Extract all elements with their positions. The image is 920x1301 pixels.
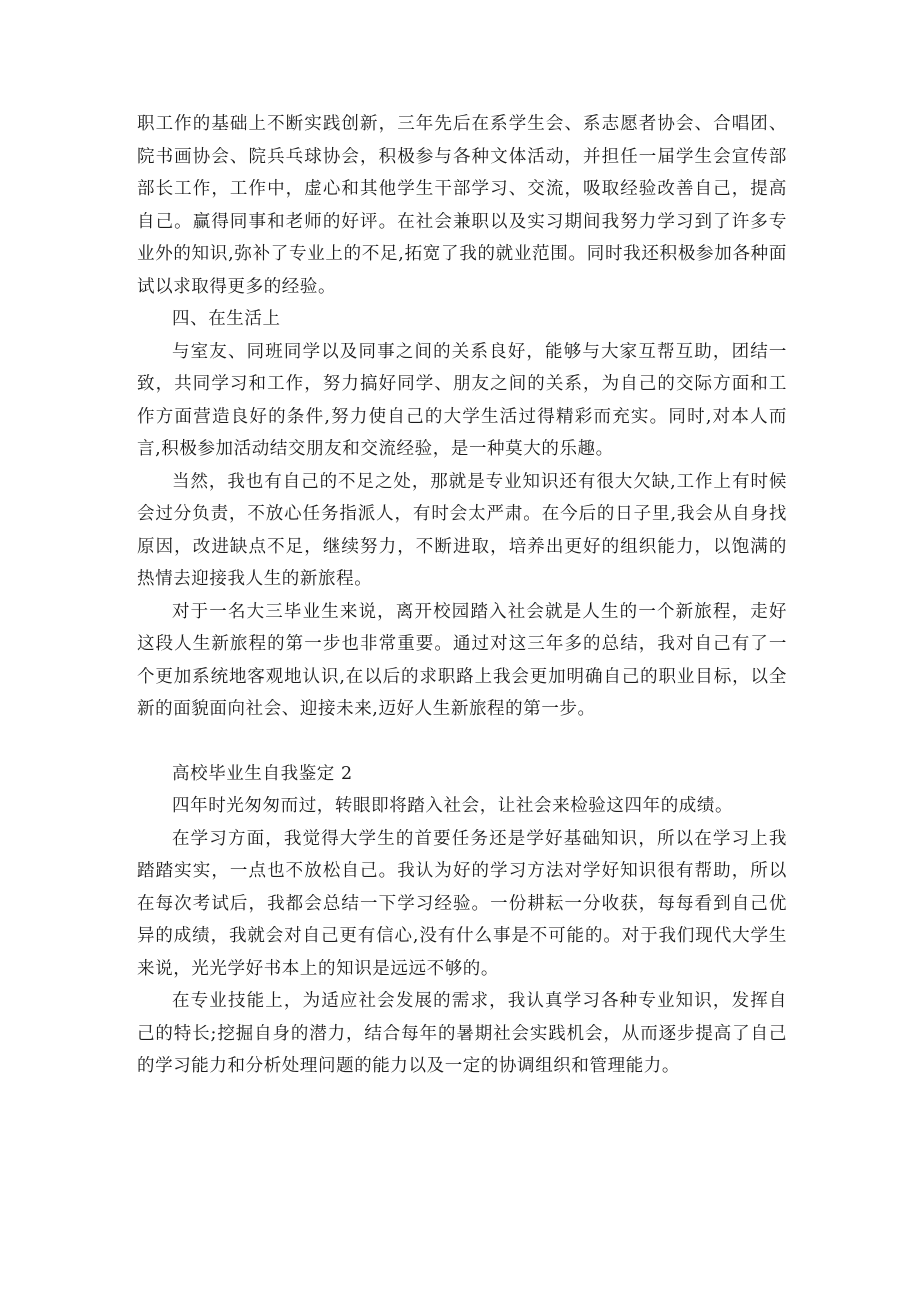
section-heading-life: 四、在生活上 (172, 309, 281, 329)
paragraph-shortcomings: 当然，我也有自己的不足之处，那就是专业知识还有很大欠缺,工作上有时候会过分负责，不放心任务指派人，有时会太严肃。在今后的日子里,我会从自身找原因，改进缺点不足，继续努力，不断进取，培养出更好的组织能力，以饱满的热情去迎接我人生的新旅程。 (137, 471, 787, 589)
section-title-2: 高校毕业生自我鉴定 2 (172, 763, 353, 784)
paragraph-2-intro: 四年时光匆匆而过，转眼即将踏入社会，让社会来检验这四年的成绩。 (172, 796, 734, 816)
paragraph-work-continued: 职工作的基础上不断实践创新，三年先后在系学生会、系志愿者协会、合唱团、院书画协会、院兵乓球协会，积极参与各种文体活动，并担任一届学生会宣传部部长工作，工作中，虚心和其他学生干部学习、交流，吸取经验改善自己，提高自己。赢得同事和老师的好评。在社会兼职以及实习期间我努力学习到了许多专业外的知识,弥补了专业上的不足,拓宽了我的就业范围。同时我还积极参加各种面试以求取得更多的经验。 (137, 114, 787, 297)
paragraph-conclusion: 对于一名大三毕业生来说，离开校园踏入社会就是人生的一个新旅程，走好这段人生新旅程的第一步也非常重要。通过对这三年多的总结，我对自己有了一个更加系统地客观地认识,在以后的求职路上我会更加明确自己的职业目标，以全新的面貌面向社会、迎接未来,迈好人生新旅程的第一步。 (137, 601, 787, 719)
document-page (137, 108, 787, 1083)
paragraph-life: 与室友、同班同学以及同事之间的关系良好，能够与大家互帮互助，团结一致，共同学习和工作，努力搞好同学、朋友之间的关系，为自己的交际方面和工作方面营造良好的条件,努力使自己的大学生活过得精彩而充实。同时,对本人而言,积极参加活动结交朋友和交流经验，是一种莫大的乐趣。 (137, 341, 787, 459)
paragraph-2-study: 在学习方面，我觉得大学生的首要任务还是学好基础知识，所以在学习上我踏踏实实，一点也不放松自己。我认为好的学习方法对学好知识很有帮助，所以在每次考试后，我都会总结一下学习经验。一份耕耘一分收获，每每看到自己优异的成绩，我就会对自己更有信心,没有什么事是不可能的。对于我们现代大学生来说，光光学好书本上的知识是远远不够的。 (137, 828, 787, 979)
section-gap (137, 726, 787, 758)
paragraph-2-skills: 在专业技能上，为适应社会发展的需求，我认真学习各种专业知识，发挥自己的特长;挖掘自身的潜力，结合每年的暑期社会实践机会，从而逐步提高了自己的学习能力和分析处理问题的能力以及一定的协调组织和管理能力。 (137, 991, 787, 1076)
